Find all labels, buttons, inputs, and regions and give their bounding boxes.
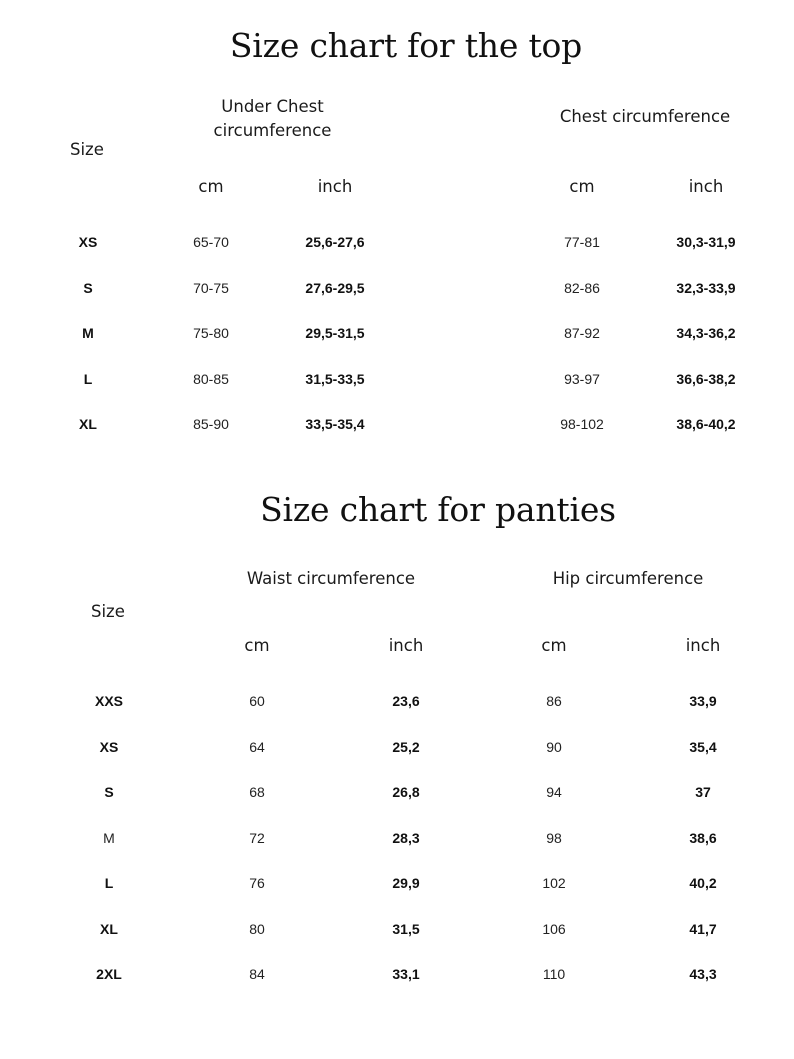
top-row-size: M [82,325,94,341]
top-under-chest-cm-header: cm [198,177,224,196]
panties-row-waist-inch: 26,8 [392,784,420,800]
panties-row-hip-inch: 40,2 [689,875,717,891]
panties-row-hip-inch: 33,9 [689,693,717,709]
panties-row-size: L [104,875,114,891]
panties-row-size: XXS [94,693,123,709]
top-row-size: XS [78,234,98,250]
panties-row-hip-inch: 35,4 [689,739,717,755]
top-row-chest-cm: 77-81 [564,234,600,250]
panties-row-hip-inch: 41,7 [689,921,717,937]
panties-row-hip-cm: 90 [546,739,562,755]
chest-header: Chest circumference [559,107,731,126]
top-row-size: XL [79,416,97,432]
panties-row-waist-cm: 64 [249,739,265,755]
panties-hip-cm-header: cm [541,636,567,655]
panties-row-waist-inch: 25,2 [392,739,420,755]
under-chest-header: Under Chest circumference [213,97,332,140]
top-size-header: Size [70,140,104,159]
top-row-size: S [83,280,93,296]
panties-row-waist-inch: 23,6 [392,693,420,709]
top-row-under-chest-cm: 70-75 [193,280,229,296]
top-row-size: L [83,371,93,387]
top-row-under-chest-inch: 29,5-31,5 [305,325,365,341]
panties-row-size: XL [100,921,118,937]
panties-row-size: 2XL [96,966,122,982]
top-row-under-chest-inch: 33,5-35,4 [305,416,365,432]
top-row-chest-cm: 87-92 [564,325,600,341]
panties-row-waist-inch: 33,1 [392,966,420,982]
panties-row-size: XS [99,739,119,755]
top-chest-cm-header: cm [569,177,595,196]
top-row-chest-inch: 30,3-31,9 [676,234,736,250]
panties-row-waist-cm: 60 [249,693,265,709]
top-chest-inch-header: inch [688,177,724,196]
top-chart-title: Size chart for the top [229,26,583,65]
panties-row-waist-cm: 76 [249,875,265,891]
top-row-chest-inch: 36,6-38,2 [676,371,736,387]
panties-row-waist-inch: 28,3 [392,830,420,846]
top-row-under-chest-cm: 85-90 [193,416,229,432]
waist-header: Waist circumference [246,569,416,588]
panties-row-waist-inch: 29,9 [392,875,420,891]
panties-row-waist-cm: 84 [249,966,265,982]
hip-header: Hip circumference [552,569,704,588]
panties-hip-inch-header: inch [685,636,721,655]
panties-row-waist-cm: 72 [249,830,265,846]
top-row-chest-inch: 34,3-36,2 [676,325,736,341]
panties-row-size: S [104,784,114,800]
panties-waist-inch-header: inch [388,636,424,655]
panties-row-hip-inch: 43,3 [689,966,717,982]
top-row-chest-cm: 93-97 [564,371,600,387]
panties-waist-cm-header: cm [244,636,270,655]
panties-row-hip-cm: 86 [546,693,562,709]
panties-row-waist-inch: 31,5 [392,921,420,937]
top-row-under-chest-inch: 31,5-33,5 [305,371,365,387]
panties-row-hip-cm: 98 [546,830,562,846]
top-row-under-chest-inch: 27,6-29,5 [305,280,365,296]
panties-row-hip-cm: 110 [542,966,566,982]
panties-row-hip-cm: 102 [542,875,566,891]
top-row-under-chest-cm: 75-80 [193,325,229,341]
panties-row-hip-cm: 106 [542,921,566,937]
top-row-under-chest-cm: 65-70 [193,234,229,250]
panties-row-hip-inch: 38,6 [689,830,717,846]
panties-chart-title: Size chart for panties [260,490,616,529]
top-row-chest-cm: 82-86 [564,280,600,296]
panties-row-waist-cm: 68 [249,784,265,800]
top-row-chest-inch: 32,3-33,9 [676,280,736,296]
panties-size-header: Size [91,602,125,621]
top-under-chest-inch-header: inch [317,177,353,196]
panties-row-waist-cm: 80 [249,921,265,937]
top-row-chest-inch: 38,6-40,2 [676,416,736,432]
top-row-under-chest-cm: 80-85 [193,371,229,387]
top-row-under-chest-inch: 25,6-27,6 [305,234,365,250]
panties-row-hip-inch: 37 [695,784,711,800]
panties-row-hip-cm: 94 [546,784,562,800]
top-row-chest-cm: 98-102 [560,416,604,432]
panties-row-size: M [103,830,115,846]
